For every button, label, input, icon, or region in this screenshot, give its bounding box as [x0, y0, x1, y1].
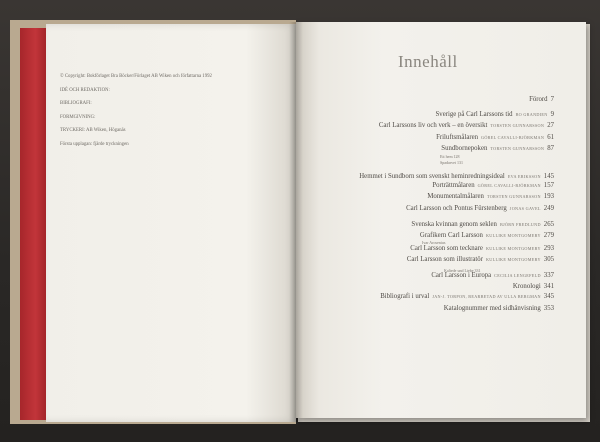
toc-entry — [359, 173, 554, 180]
toc-entry-author: BJÖRN FREDLUND — [499, 222, 541, 227]
book-gutter — [289, 22, 303, 422]
toc-entry — [410, 245, 554, 252]
toc-entry-author: KULLIKE MONTGOMERY — [485, 246, 541, 251]
colophon-line: TRYCKERI: AB Wiken, Höganäs — [60, 128, 126, 133]
colophon-line: © Copyright: Bokförlaget Bra Böcker/Förlaget AB Wiken och författarna 1992 — [60, 74, 212, 79]
toc-entry-page: 265 — [543, 221, 554, 228]
toc-entry-page: 279 — [543, 232, 554, 239]
toc-entry-page: 353 — [543, 305, 554, 312]
toc-entry-author: EVA ERIKSSON — [507, 174, 541, 179]
toc-entry-title: Carl Larsson som illustratör — [406, 256, 483, 263]
toc-entry-title: Carl Larssons liv och verk – en översikt — [378, 122, 488, 129]
toc-entry — [420, 232, 554, 239]
toc-subentry: Ett hem 128 — [440, 154, 460, 159]
toc-subentry: Ivar Arosenius — [422, 240, 446, 245]
colophon-line: FORMGIVNING: — [60, 114, 96, 120]
toc-entry-page: 193 — [543, 193, 554, 200]
colophon-text — [60, 74, 270, 155]
toc-entry-title: Hemmet i Sundborn som svenskt heminredningsideal — [359, 173, 505, 180]
toc-entry-author: GÖREL CAVALLI-BJÖRKMAN — [481, 135, 545, 140]
toc-entry-page: 293 — [543, 245, 554, 252]
toc-entry-author: JAN-J. TORPON, BEARBETAD AV ULLA BERGMAN — [432, 294, 541, 299]
toc-entry-author: CECILIA LENGEFELD — [494, 273, 541, 278]
toc-entry — [436, 134, 554, 141]
toc-entry-author: BO GRANDIEN — [515, 112, 548, 117]
toc-entry-page: 157 — [543, 182, 554, 189]
toc-entry — [411, 221, 554, 228]
toc-subentry: Kaltede und Liebe 331 — [444, 268, 481, 273]
toc-entry-page: 249 — [543, 205, 554, 212]
toc-entry-author: TORSTEN GUNNARSSON — [490, 146, 545, 151]
toc-entry — [441, 145, 554, 152]
toc-entry-title: Svenska kvinnan genom seklen — [411, 221, 497, 228]
toc-entry-title: Katalognummer med sidhänvisning — [443, 305, 541, 312]
toc-entry-title: Grafikern Carl Larsson — [419, 232, 483, 239]
toc-entry-title: Bibliografi i urval — [380, 293, 430, 300]
right-page — [296, 22, 586, 418]
toc-entry-title: Carl Larsson som tecknare — [410, 245, 483, 252]
toc-subentry: Spadarvet 131 — [440, 160, 463, 165]
toc-entry — [379, 122, 554, 129]
toc-entry-page: 337 — [543, 272, 554, 279]
toc-entry-page: 87 — [547, 145, 554, 152]
toc-entry-title: Kronologi — [512, 283, 541, 290]
toc-entry-title: Friluftsmålaren — [436, 134, 479, 141]
toc-entry-page: 9 — [550, 111, 554, 118]
toc-entry — [513, 283, 554, 290]
toc-entry-title: Carl Larsson i Europa — [431, 272, 492, 279]
toc-entry-title: Carl Larsson och Pontus Fürstenberg — [406, 205, 507, 212]
toc-entry-title: Förord — [529, 96, 548, 103]
toc-entry-title: Sverige på Carl Larssons tid — [435, 111, 513, 118]
toc-entry-page: 7 — [550, 96, 554, 103]
toc-entry — [407, 256, 554, 263]
toc-entry-page: 305 — [543, 256, 554, 263]
toc-entry-title: Sundbornepoken — [441, 145, 488, 152]
toc-entry-title: Monumentalmålaren — [427, 193, 484, 200]
colophon-line: BIBLIOGRAFI: — [60, 101, 92, 106]
toc-entry-page: 341 — [543, 283, 554, 290]
toc-entry-author: GÖREL CAVALLI-BJÖRKMAN — [477, 183, 541, 188]
page-title: Innehåll — [398, 52, 458, 71]
toc-entry-page: 145 — [543, 173, 554, 180]
red-endpaper — [20, 28, 48, 420]
toc-entry — [529, 96, 554, 103]
toc-entry-author: JONAS GAVEL — [509, 206, 541, 211]
toc-entry-page: 345 — [543, 293, 554, 300]
colophon-line: IDÉ OCH REDAKTION: — [60, 87, 110, 93]
colophon-line: Första upplagan: fjärde tryckningen — [60, 141, 129, 147]
toc-entry-author: TORSTEN GUNNARSSON — [490, 123, 545, 128]
toc-entry — [432, 182, 554, 189]
toc-entry — [431, 272, 554, 279]
toc-entry-author: TORSTEN GUNNARSSON — [486, 194, 541, 199]
toc-entry-author: KULLIKE MONTGOMERY — [485, 233, 541, 238]
toc-entry — [380, 293, 554, 300]
toc-entry-page: 27 — [547, 122, 554, 129]
toc-entry-title: Porträttmålaren — [432, 182, 475, 189]
toc-entry — [427, 193, 554, 200]
toc-entry — [436, 111, 554, 118]
toc-entry — [406, 205, 554, 212]
toc-entry-page: 61 — [547, 134, 554, 141]
toc-entry-author: KULLIKE MONTGOMERY — [485, 257, 541, 262]
toc-entry — [444, 305, 554, 312]
